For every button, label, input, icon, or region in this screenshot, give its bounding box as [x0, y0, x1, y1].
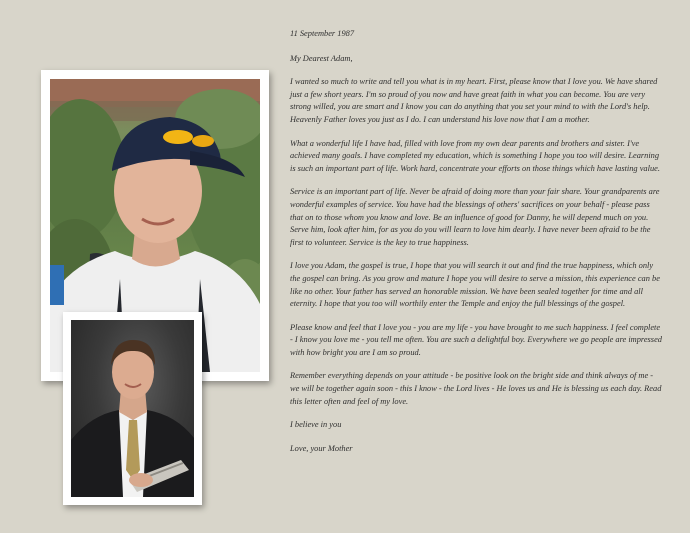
formal-portrait-illustration — [71, 320, 194, 497]
mother-letter — [290, 28, 662, 466]
formal-photo-frame — [63, 312, 202, 505]
letter-paragraph: I believe in you — [290, 420, 342, 430]
letter-date: 11 September 1987 — [290, 29, 355, 38]
letter-paragraph: I wanted so much to write and tell you what is in my heart. First, please know that I love you. We have shared just a few short years. I'm so proud of you now and have great faith in what you can become. You are very strong willed, you are smart and I know you can do anything that you set your mind to with the Lord's help. Heavenly Father loves you just as I do. I can understand his love now that I am a mother. — [290, 77, 658, 124]
letter-salutation: My Dearest Adam, — [290, 53, 353, 63]
letter-closing: Love, your Mother — [290, 443, 353, 453]
letter-paragraph: Service is an important part of life. Never be afraid of doing more than your fair share. Your grandparents are wonderful examples of service. You have had the blessings of others' sacrifices on your behalf - please pass that on to those whom you know and love. Be an influence of good for Danny, he will depend much on you. Serve him, look after him, for as you do you will learn to love him dearly. I have never been afraid to be the first to volunteer. Service is the key to true happiness. — [290, 187, 660, 247]
formal-portrait-photo — [71, 320, 194, 497]
letter-paragraph: I love you Adam, the gospel is true, I hope that you will search it out and find the true happiness, which only the gospel can bring. As you grow and mature I hope you will desire to serve a mission, this experience can be like no other. Your father has served an honorable mission. We have been sealed together for time and all eternity. I hope that you too will worthily enter the Temple and enjoy the full blessings of the gospel. — [290, 261, 660, 309]
letter-paragraph: Remember everything depends on your attitude - be positive look on the bright side and think always of me - we will be together again soon - this I know - the Lord lives - He loves us and He is blessing us each day. Read this letter often and feel of my love. — [290, 371, 662, 406]
letter-paragraph: Please know and feel that I love you - you are my life - you have brought to me such happiness. I feel complete - I know you love me - you tell me often. You are such a delightful boy. Everywhere we go people are impressed with how bright you are I am so proud. — [290, 322, 662, 357]
letter-paragraph: What a wonderful life I have had, filled with love from my own dear parents and brothers and sister. I've achieved many goals. I have completed my education, which is something I hope you too will desire. Learning is such an important part of life. Work hard, concentrate your efforts on those things which have lasting value. — [290, 138, 660, 173]
